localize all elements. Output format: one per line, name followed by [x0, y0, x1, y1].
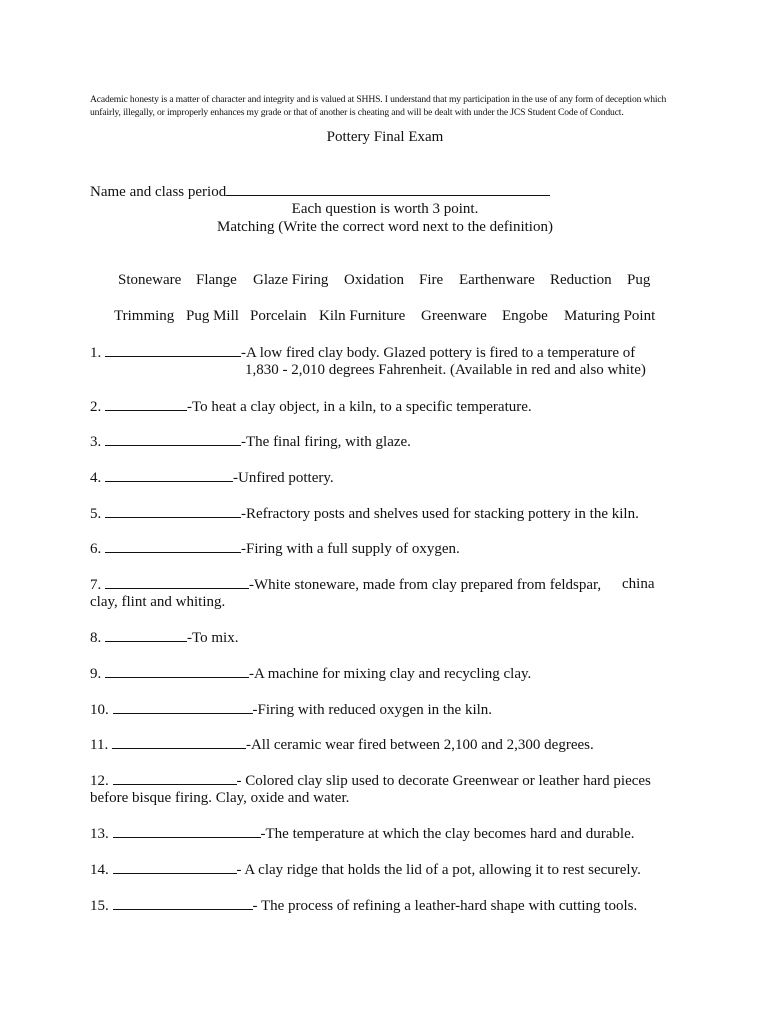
academic-honesty-statement: Academic honesty is a matter of character and integrity and is valued at SHHS. I understand that my participation in the use of any form of deception which unfairly, illegally, or improperly enhances my grade or that of another is cheating and will be dealt with under the JCS Student Code of Conduct.	[90, 94, 667, 118]
question-definition-tail: china	[622, 576, 655, 592]
question-number: 7.	[90, 577, 102, 593]
name-class-period-row	[90, 183, 550, 201]
question-item	[90, 433, 670, 451]
question-item	[90, 344, 670, 362]
answer-blank[interactable]	[105, 576, 249, 589]
answer-blank[interactable]	[105, 398, 187, 411]
answer-blank[interactable]	[105, 505, 241, 518]
answer-blank[interactable]	[113, 772, 237, 785]
word-bank-term: Oxidation	[344, 272, 404, 288]
word-bank-term: Porcelain	[250, 308, 307, 324]
answer-blank[interactable]	[113, 825, 261, 838]
question-definition: -White stoneware, made from clay prepared from feldspar,	[249, 577, 602, 593]
word-bank-term: Stoneware	[118, 272, 182, 288]
question-item	[90, 701, 670, 719]
word-bank-term: Greenware	[421, 308, 487, 324]
question-definition: -Firing with a full supply of oxygen.	[241, 541, 460, 557]
question-definition: -Refractory posts and shelves used for stacking pottery in the kiln.	[241, 506, 639, 522]
question-definition: -To heat a clay object, in a kiln, to a specific temperature.	[187, 399, 532, 415]
question-number: 14.	[90, 862, 109, 878]
question-definition-continued: before bisque firing. Clay, oxide and water.	[90, 790, 350, 806]
question-definition: -A low fired clay body. Glazed pottery is fired to a temperature of	[241, 345, 636, 361]
matching-instructions: Matching (Write the correct word next to the definition)	[217, 219, 553, 235]
word-bank-term: Glaze Firing	[253, 272, 329, 288]
question-item	[90, 540, 670, 558]
word-bank-term: Trimming	[114, 308, 175, 324]
question-number: 4.	[90, 470, 102, 486]
question-definition: - Colored clay slip used to decorate Greenwear or leather hard pieces	[236, 773, 651, 789]
word-bank-term: Reduction	[550, 272, 612, 288]
question-item	[90, 736, 670, 754]
question-number: 3.	[90, 434, 102, 450]
question-number: 13.	[90, 826, 109, 842]
question-item	[90, 505, 670, 523]
question-definition: -The final firing, with glaze.	[241, 434, 411, 450]
answer-blank[interactable]	[105, 540, 241, 553]
question-number: 8.	[90, 630, 102, 646]
question-definition-continued: clay, flint and whiting.	[90, 594, 226, 610]
answer-blank[interactable]	[105, 344, 241, 357]
question-item	[90, 772, 670, 790]
question-definition: -To mix.	[187, 630, 239, 646]
question-definition: -Unfired pottery.	[233, 470, 334, 486]
question-number: 2.	[90, 399, 102, 415]
name-label: Name and class period	[90, 184, 227, 200]
word-bank-term: Pug	[627, 272, 651, 288]
question-definition: -Firing with reduced oxygen in the kiln.	[252, 702, 493, 718]
question-item	[90, 897, 670, 915]
question-number: 9.	[90, 666, 102, 682]
question-definition: - A clay ridge that holds the lid of a pot, allowing it to rest securely.	[236, 862, 641, 878]
answer-blank[interactable]	[105, 433, 241, 446]
question-number: 10.	[90, 702, 109, 718]
question-number: 15.	[90, 898, 109, 914]
answer-blank[interactable]	[113, 861, 237, 874]
question-number: 5.	[90, 506, 102, 522]
word-bank-term: Maturing Point	[564, 308, 656, 324]
question-definition-continued: 1,830 - 2,010 degrees Fahrenheit. (Available in red and also white)	[245, 362, 646, 378]
question-item	[90, 576, 670, 594]
answer-blank[interactable]	[112, 736, 246, 749]
answer-blank[interactable]	[113, 701, 253, 714]
question-item	[90, 825, 670, 843]
word-bank-term: Fire	[419, 272, 444, 288]
question-number: 1.	[90, 345, 102, 361]
word-bank-term: Kiln Furniture	[319, 308, 406, 324]
question-number: 12.	[90, 773, 109, 789]
answer-blank[interactable]	[105, 469, 233, 482]
question-number: 6.	[90, 541, 102, 557]
answer-blank[interactable]	[105, 665, 249, 678]
question-definition: -The temperature at which the clay becomes hard and durable.	[260, 826, 635, 842]
word-bank-term: Earthenware	[459, 272, 535, 288]
word-bank-term: Flange	[196, 272, 237, 288]
question-item	[90, 861, 670, 879]
answer-blank[interactable]	[105, 629, 187, 642]
answer-blank[interactable]	[113, 897, 253, 910]
question-item	[90, 398, 670, 416]
question-definition: -All ceramic wear fired between 2,100 and 2,300 degrees.	[245, 737, 594, 753]
question-item	[90, 629, 670, 647]
question-item	[90, 469, 670, 487]
question-definition: -A machine for mixing clay and recycling clay.	[249, 666, 532, 682]
word-bank-term: Pug Mill	[186, 308, 239, 324]
name-blank[interactable]	[226, 183, 550, 196]
points-note: Each question is worth 3 point.	[291, 201, 479, 217]
question-definition: - The process of refining a leather-hard shape with cutting tools.	[252, 898, 638, 914]
exam-title: Pottery Final Exam	[326, 129, 444, 145]
question-number: 11.	[90, 737, 109, 753]
question-item	[90, 665, 670, 683]
word-bank-term: Engobe	[502, 308, 548, 324]
